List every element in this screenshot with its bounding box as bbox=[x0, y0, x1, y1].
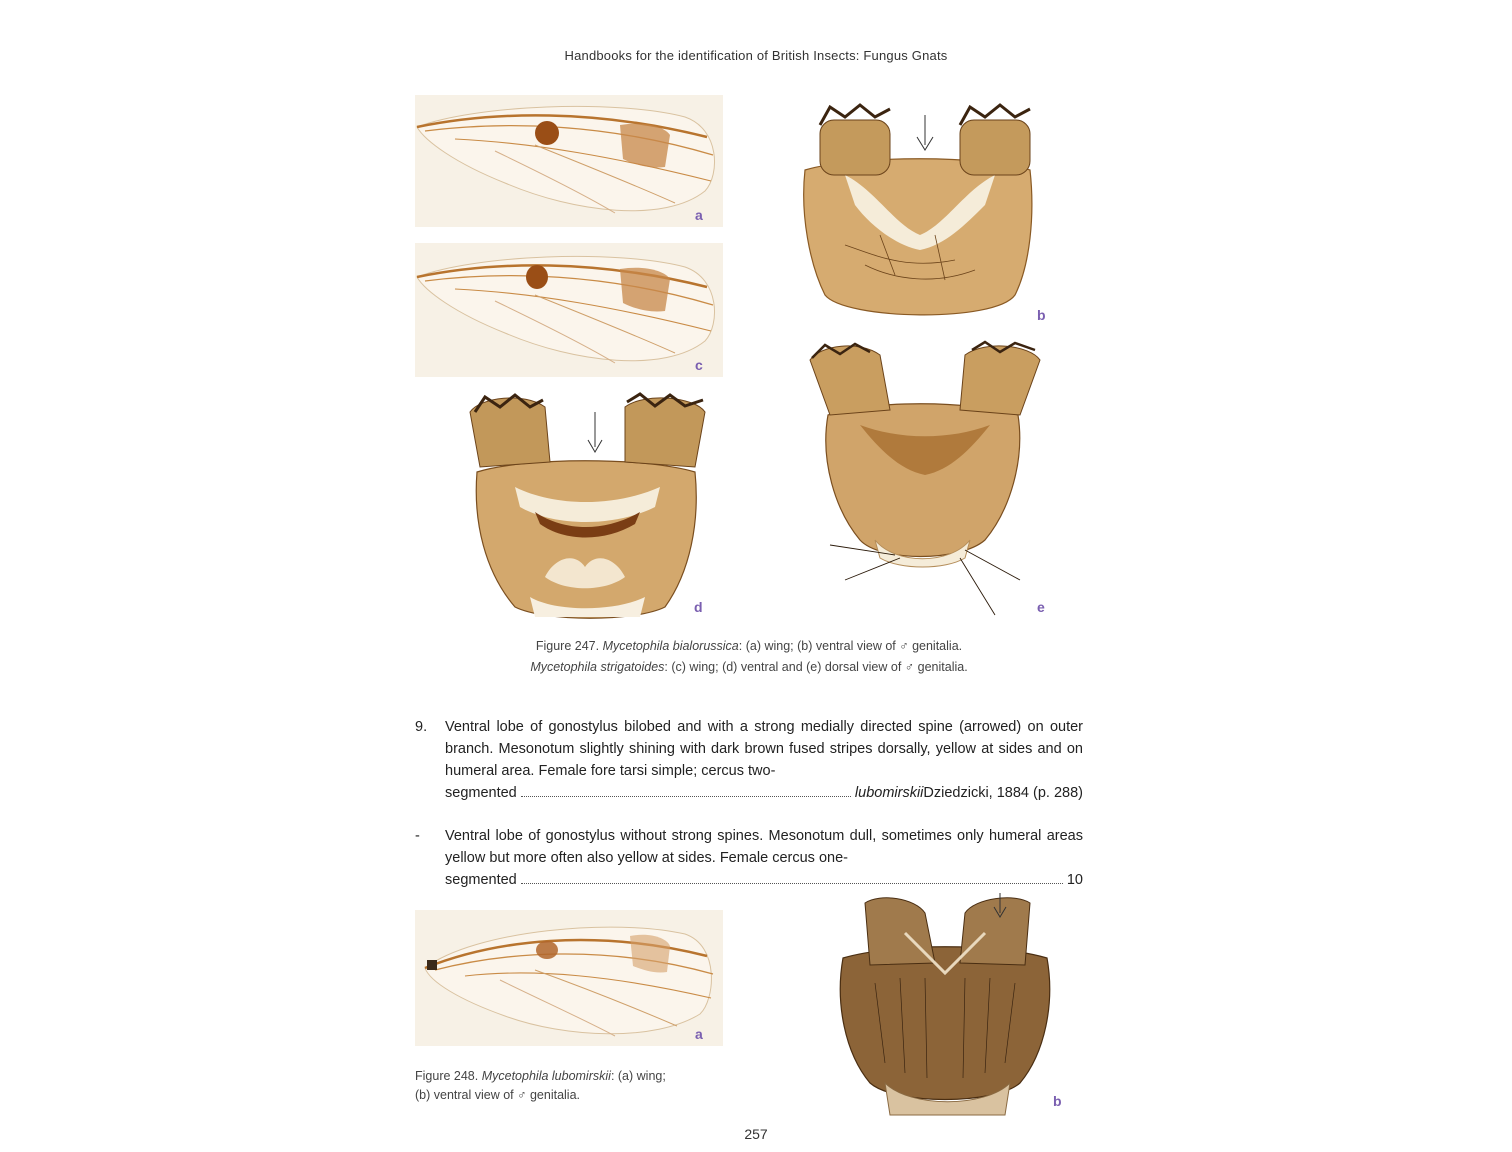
figure-247b-genitalia-image bbox=[785, 95, 1060, 327]
panel-label-d: d bbox=[694, 599, 703, 615]
figure-247-caption-line1: Figure 247. Mycetophila bialorussica: (a) wing; (b) ventral view of ♂ genitalia. bbox=[535, 639, 963, 653]
figure-247e-genitalia-image bbox=[800, 340, 1060, 620]
couplet-number: 9. bbox=[415, 719, 428, 735]
figure-248b-genitalia-image bbox=[825, 893, 1070, 1121]
figure-248-caption-line2: (b) ventral view of ♂ genitalia. bbox=[415, 1088, 581, 1102]
figure-247-caption-line2: Mycetophila strigatoides: (c) wing; (d) ventral and (e) dorsal view of ♂ genitalia. bbox=[530, 660, 968, 674]
figure-248-caption bbox=[415, 1067, 745, 1105]
figure-247-caption bbox=[415, 636, 1083, 678]
figure-247c-wing-image bbox=[415, 243, 723, 377]
species-author: Dziedzicki, 1884 (p. 288) bbox=[923, 785, 1083, 801]
couplet-lead-number: 10 bbox=[1066, 872, 1083, 888]
couplet-text: Ventral lobe of gonostylus without strong spines. Mesonotum dull, sometimes only humeral areas yellow but more often also yellow at sides. Female cercus one- bbox=[445, 828, 1083, 866]
leader-dots bbox=[521, 882, 1063, 884]
species-name: lubomirskii bbox=[854, 785, 924, 801]
figure-247a-wing-image bbox=[415, 95, 723, 227]
panel-label-e: e bbox=[1037, 599, 1045, 615]
figure-248a-wing-image bbox=[415, 910, 723, 1046]
figure-248-caption-line1: Figure 248. Mycetophila lubomirskii: (a) wing; bbox=[415, 1069, 666, 1083]
panel-label-b: b bbox=[1037, 307, 1046, 323]
couplet-lead-line: segmented 10 bbox=[445, 869, 1083, 891]
figure-247d-genitalia-image bbox=[455, 392, 720, 620]
running-header: Handbooks for the identification of British Insects: Fungus Gnats bbox=[564, 48, 948, 63]
panel-label-a: a bbox=[695, 207, 703, 223]
key-couplet-9-alternative bbox=[415, 825, 1083, 891]
panel-label-c: c bbox=[695, 357, 703, 373]
key-couplet-9 bbox=[415, 716, 1083, 804]
couplet-text: Ventral lobe of gonostylus bilobed and with a strong medially directed spine (arrowed) on outer branch. Mesonotum slightly shining with dark brown fused stripes dorsally, yellow at sides and on humeral area. Female fore tarsi simple; cercus two- bbox=[445, 719, 1083, 779]
couplet-lead-line: segmented lubomirskii Dziedzicki, 1884 (p. 288) bbox=[445, 782, 1083, 804]
panel-label-248b: b bbox=[1053, 1093, 1062, 1109]
page-number: 257 bbox=[744, 1126, 768, 1142]
panel-label-248a: a bbox=[695, 1026, 703, 1042]
leader-dots bbox=[521, 795, 851, 797]
couplet-number: - bbox=[415, 828, 420, 844]
